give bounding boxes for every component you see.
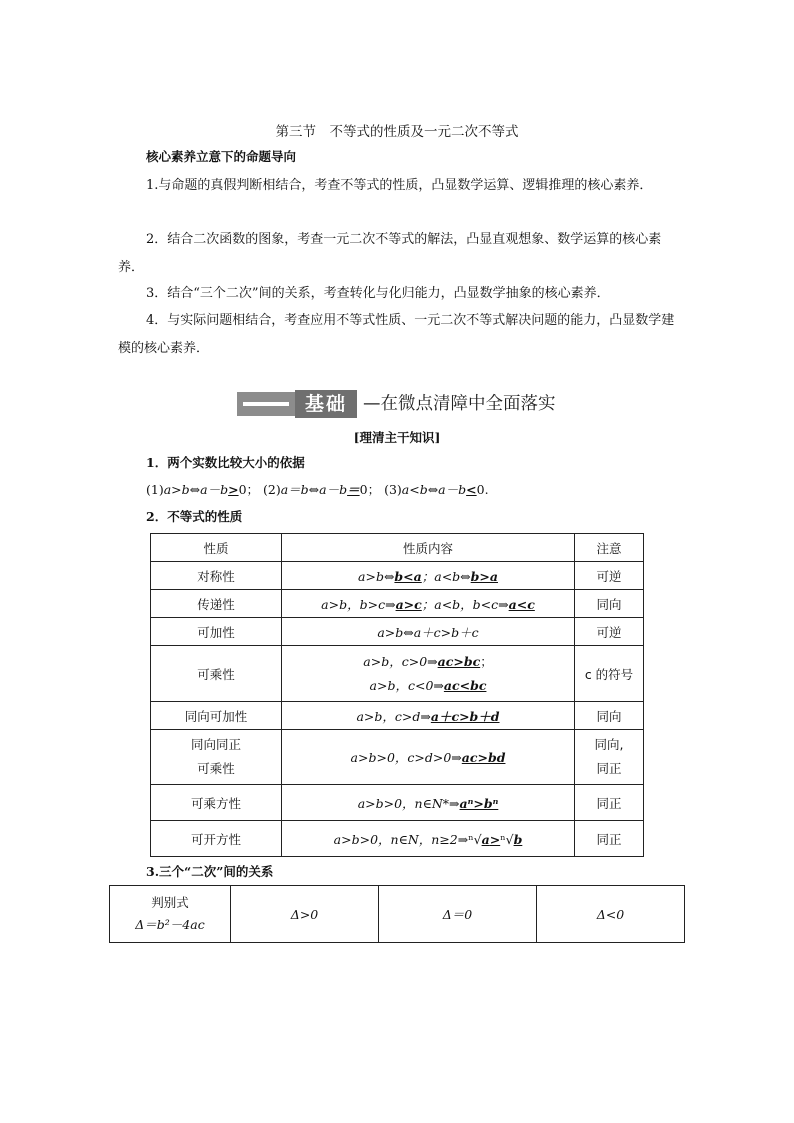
p3-post: 0. [476,482,489,497]
row-name: 同向可加性 [151,702,282,730]
root-symbol: ⁿ√ [468,831,482,847]
answer-text: a>c [395,596,422,612]
intro-heading: 核心素养立意下的命题导向 [146,149,297,164]
row-content [282,646,575,702]
row-content [282,730,575,785]
p3-cond: a<b⇔a－b [401,482,467,497]
table-row [151,646,644,702]
row-note: 可逆 [575,618,644,646]
answer-text: a<c [508,596,535,612]
content-line-1 [286,650,570,674]
answer-text: ac>bc [437,653,481,669]
discriminant-label-line-2: Δ＝b²－4ac [135,917,205,932]
p3-answer: < [466,482,477,497]
row-name: 对称性 [151,562,282,590]
p2-cond: a＝b⇔a－b [280,482,348,497]
row-name: 可乘方性 [151,785,282,821]
discriminant-table [109,885,685,943]
discriminant-positive: Δ>0 [231,886,379,943]
content-text: ；a<b，b<c⇒ [421,596,509,612]
row-note: c 的符号 [575,646,644,702]
content-text: a>b，c>d⇒ [356,708,431,724]
row-content [282,590,575,618]
point-1-title: 1．两个实数比较大小的依据 [146,455,305,470]
row-note-line-1: 同向, [594,737,624,752]
content-text: a>b，c<0⇒ [369,677,444,693]
intro-item-2: 2．结合二次函数的图象，考查一元二次不等式的解法，凸显直观想象、数学运算的核心素养． [118,232,662,275]
intro-item-1: 1.与命题的真假判断相结合，考查不等式的性质，凸显数学运算、逻辑推理的核心素养． [146,178,653,193]
discriminant-label [110,886,231,943]
row-name [151,730,282,785]
table-row [151,821,644,857]
p1-pre: (1) [146,482,164,497]
answer-text: > [489,831,501,847]
row-name-line-2: 可乘性 [197,761,235,776]
header-note: 注意 [575,534,644,562]
row-content [282,702,575,730]
point-3-title: 3.三个“二次”间的关系 [146,864,274,879]
discriminant-zero: Δ＝0 [379,886,537,943]
point-2-title: 2．不等式的性质 [146,509,243,524]
answer-text: a [481,831,490,847]
table-header-row [151,534,644,562]
row-content [282,562,575,590]
row-name-line-1: 同向同正 [190,737,241,752]
p2-post: 0； [359,482,381,497]
point-1-formulas [146,480,489,498]
row-name: 可加性 [151,618,282,646]
row-content [282,785,575,821]
banner-subtitle: —在微点清障中全面落实 [363,394,556,414]
intro-item-4: 4．与实际问题相结合，考查应用不等式性质、一元二次不等式解决问题的能力，凸显数学建模的核心素养． [118,313,675,356]
answer-text: aⁿ>bⁿ [459,795,499,811]
inequality-properties-table [150,533,644,857]
p1-answer: > [228,482,239,497]
row-note: 同正 [575,785,644,821]
discriminant-label-line-1: 判别式 [151,895,189,910]
section-banner [237,390,597,418]
row-note: 同正 [575,821,644,857]
content-text: ； [480,653,493,669]
row-note: 可逆 [575,562,644,590]
content-text: a>b>0，c>d>0⇒ [350,750,462,765]
page-title: 第三节 不等式的性质及一元二次不等式 [275,124,519,140]
row-content [282,821,575,857]
content-text: a>b⇔ [358,568,395,584]
answer-text: ac>bd [461,750,506,765]
table-row [151,562,644,590]
table-row [151,730,644,785]
table-row [151,785,644,821]
row-name: 可乘性 [151,646,282,702]
header-content: 性质内容 [282,534,575,562]
discriminant-negative: Δ<0 [536,886,684,943]
content-text: ；a<b⇔ [421,568,471,584]
row-note-line-2: 同正 [596,761,622,776]
content-text: a>b⇔a＋c>b＋c [377,624,479,640]
content-text: a>b>0，n∈N，n≥2⇒ [333,831,469,847]
p2-answer: ＝ [347,482,360,497]
header-property: 性质 [151,534,282,562]
row-note: 同向 [575,702,644,730]
answer-text: ac<bc [443,677,487,693]
banner-badge: 基础 [295,390,357,418]
row-name: 传递性 [151,590,282,618]
content-text: a>b，c>0⇒ [363,653,438,669]
answer-text: b>a [470,568,498,584]
row-content [282,618,575,646]
p1-cond: a>b⇔a－b [163,482,229,497]
content-line-2 [286,674,570,698]
content-text: a>b，b>c⇒ [321,596,396,612]
p3-pre: (3) [384,482,402,497]
answer-text: b [513,831,523,847]
table-row [151,702,644,730]
banner-decoration [237,392,295,416]
discriminant-row [110,886,685,943]
row-name: 可开方性 [151,821,282,857]
p1-post: 0； [238,482,260,497]
table-row [151,590,644,618]
row-note: 同向 [575,590,644,618]
root-symbol: ⁿ√ [500,831,514,847]
answer-text: b<a [394,568,422,584]
intro-item-3: 3．结合“三个二次”间的关系，考查转化与化归能力，凸显数学抽象的核心素养． [146,286,610,301]
table-row [151,618,644,646]
row-note [575,730,644,785]
section-mark: [理清主干知识] [353,430,441,445]
content-text: a>b>0，n∈N*⇒ [357,795,460,811]
answer-text: a＋c>b＋d [430,708,500,724]
p2-pre: (2) [263,482,281,497]
